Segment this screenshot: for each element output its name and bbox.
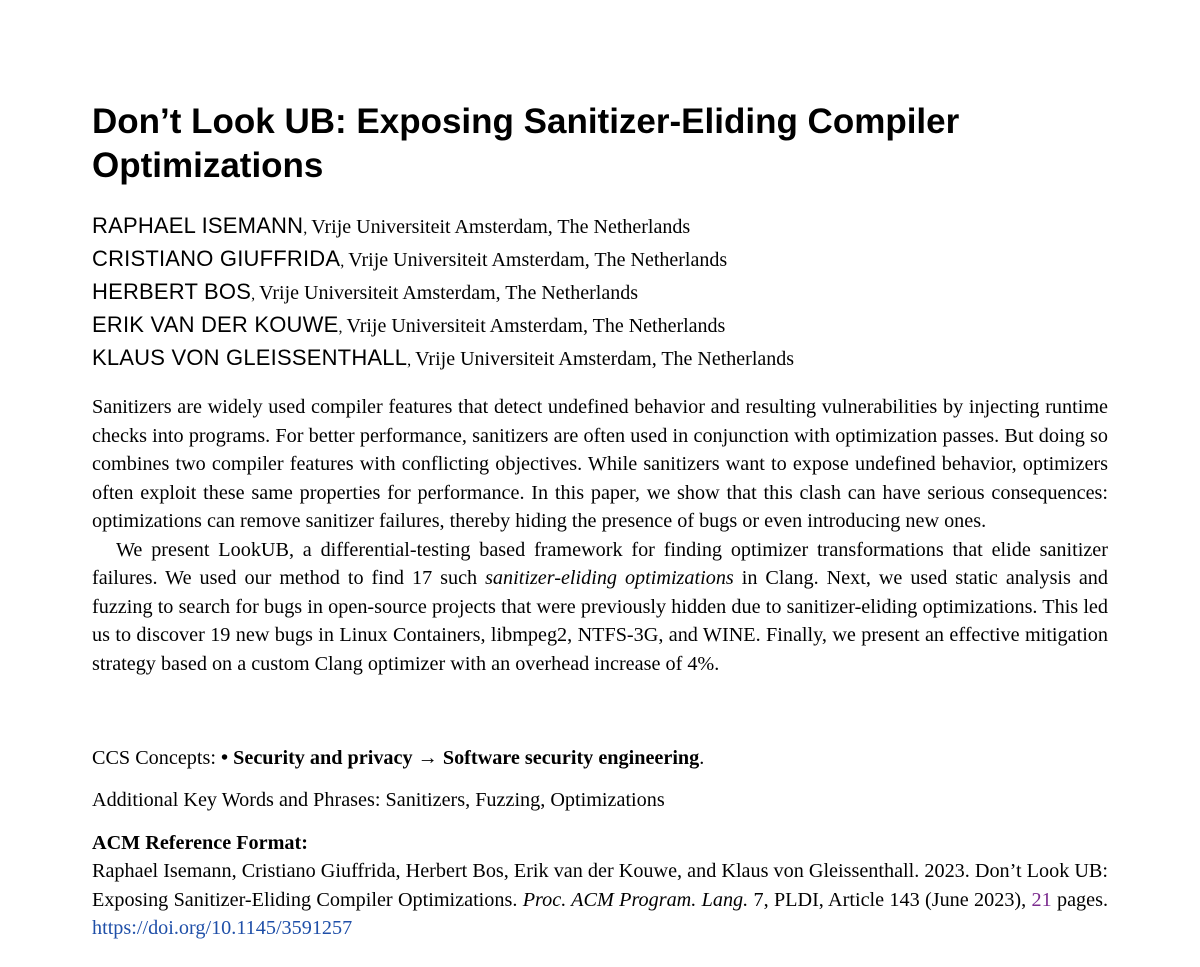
author-name: CRISTIANO GIUFFRIDA <box>92 246 341 271</box>
author-name: HERBERT BOS <box>92 279 252 304</box>
abstract-paragraph-2: We present LookUB, a differential-testing based framework for finding optimizer transformations that elide sanitizer failures. We used our method to find 17 such sanitizer-eliding optimizations in Clang. Next, we used static analysis and fuzzing to search for bugs in open-source projects that were previously hidden due to sanitizer-eliding optimizations. This led us to discover 19 new bugs in Linux Containers, libmpeg2, NTFS-3G, and WINE. Finally, we present an effective mitigation strategy based on a custom Clang optimizer with an overhead increase of 4%. <box>92 538 1108 675</box>
doi-link[interactable]: https://doi.org/10.1145/3591257 <box>92 917 353 939</box>
author-entry: KLAUS VON GLEISSENTHALL, Vrije Universiteit Amsterdam, The Netherlands <box>92 345 795 370</box>
author-entry: HERBERT BOS, Vrije Universiteit Amsterdam, The Netherlands <box>92 279 638 304</box>
author-affiliation: Vrije Universiteit Amsterdam, The Netherlands <box>311 216 691 238</box>
author-affiliation: Vrije Universiteit Amsterdam, The Netherlands <box>259 282 638 304</box>
ccs-concepts: CCS Concepts: • Security and privacy → Software security engineering. <box>92 747 705 769</box>
keywords <box>92 786 1108 814</box>
reference-heading: ACM Reference Format: <box>92 832 308 854</box>
author-list <box>92 209 1108 374</box>
abstract-paragraph-1: Sanitizers are widely used compiler features that detect undefined behavior and resulting vulnerabilities by injecting runtime checks into programs. For better performance, sanitizers are often used in conjunction with optimization passes. But doing so combines two compiler features with conflicting objectives. While sanitizers want to expose undefined behavior, optimizers often exploit these same properties for performance. In this paper, we show that this clash can have serious consequences: optimizations can remove sanitizer failures, thereby hiding the presence of bugs or even introducing new ones. <box>92 396 1108 532</box>
ccs-label: CCS Concepts: <box>92 747 221 769</box>
author-entry: ERIK VAN DER KOUWE, Vrije Universiteit Amsterdam, The Netherlands <box>92 312 726 337</box>
author-name: RAPHAEL ISEMANN <box>92 213 304 238</box>
keywords-label: Additional Key Words and Phrases: <box>92 789 386 811</box>
author-name: ERIK VAN DER KOUWE <box>92 312 339 337</box>
author-affiliation: Vrije Universiteit Amsterdam, The Netherlands <box>346 315 726 337</box>
pages-link[interactable]: 21 <box>1031 888 1052 911</box>
author-affiliation: Vrije Universiteit Amsterdam, The Netherlands <box>348 249 728 271</box>
ccs-concept: Security and privacy → Software security engineering <box>233 747 700 769</box>
keywords-value: Sanitizers, Fuzzing, Optimizations <box>385 789 665 811</box>
ccs-bullet: • <box>221 747 234 769</box>
paper-title: Don’t Look UB: Exposing Sanitizer-Eliding Compiler Optimizations <box>92 102 960 185</box>
author-entry: RAPHAEL ISEMANN, Vrije Universiteit Amsterdam, The Netherlands <box>92 213 691 238</box>
emphasized-term: sanitizer-eliding optimizations <box>485 567 734 589</box>
author-name: KLAUS VON GLEISSENTHALL <box>92 345 408 370</box>
reference-venue: Proc. ACM Program. Lang. <box>522 888 749 911</box>
author-entry: CRISTIANO GIUFFRIDA, Vrije Universiteit Amsterdam, The Netherlands <box>92 246 728 271</box>
abstract <box>92 393 1108 678</box>
author-affiliation: Vrije Universiteit Amsterdam, The Netherlands <box>415 348 795 370</box>
reference-citation: Raphael Isemann, Cristiano Giuffrida, Herbert Bos, Erik van der Kouwe, and Klaus von Gleissenthall. 2023. Don’t Look UB: Exposing Sanitizer-Eliding Compiler Optimizations. Proc. ACM Program. Lang. 7, PLDI, Article 143 (June 2023), 21 pages. https://doi.org/10.1145/3591257 <box>92 860 1109 939</box>
